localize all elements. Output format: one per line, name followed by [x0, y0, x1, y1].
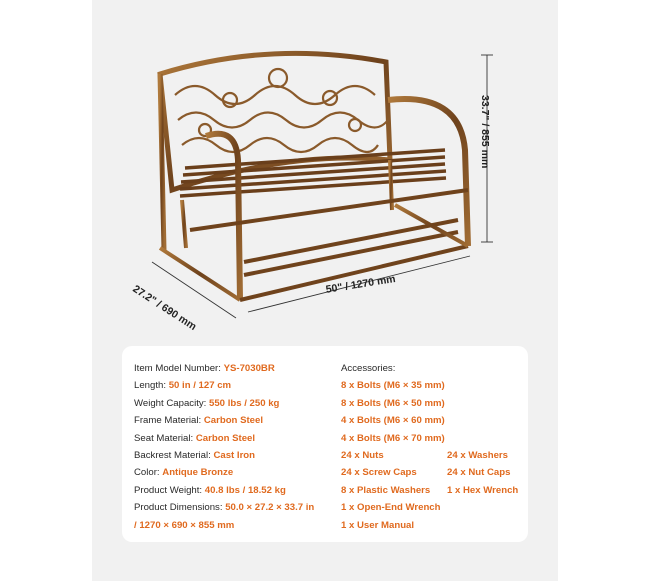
- accessory-item: 8 x Bolts (M6 × 50 mm): [341, 397, 445, 409]
- spec-row: Product Dimensions: 50.0 × 27.2 × 33.7 in: [134, 502, 315, 514]
- accessory-item: 1 x Open-End Wrench: [341, 502, 441, 514]
- accessory-item: 4 x Bolts (M6 × 70 mm): [341, 432, 445, 444]
- accessory-pair: [341, 464, 518, 481]
- depth-dimension-label: 27.2" / 690 mm: [130, 283, 199, 333]
- height-dimension-label: 33.7" / 855 mm: [479, 95, 491, 169]
- spec-row: Item Model Number: YS-7030BR: [134, 363, 275, 374]
- accessory-item: 1 x Hex Wrench: [447, 484, 519, 496]
- accessory-item: 24 x Nut Caps: [447, 467, 511, 479]
- accessory-item: 24 x Screw Caps: [341, 467, 417, 479]
- spec-card: [122, 346, 528, 542]
- accessory-pair: [341, 447, 518, 464]
- accessory-item: 1 x User Manual: [341, 519, 415, 531]
- accessories-title: Accessories:: [341, 363, 396, 374]
- accessory-item: 8 x Plastic Washers: [341, 484, 431, 496]
- spec-list: [134, 360, 314, 534]
- accessory-pair: [341, 482, 518, 499]
- spec-row: Frame Material: Carbon Steel: [134, 415, 264, 427]
- accessory-item: 24 x Washers: [447, 449, 508, 461]
- spec-row: Color: Antique Bronze: [134, 467, 234, 479]
- spec-row: Weight Capacity: 550 lbs / 250 kg: [134, 397, 280, 409]
- spec-row: / 1270 × 690 × 855 mm: [134, 519, 235, 531]
- spec-row: Product Weight: 40.8 lbs / 18.52 kg: [134, 484, 286, 496]
- spec-row: Length: 50 in / 127 cm: [134, 380, 232, 392]
- spec-row: Seat Material: Carbon Steel: [134, 432, 256, 444]
- accessory-item: 4 x Bolts (M6 × 60 mm): [341, 415, 445, 427]
- spec-row: Backrest Material: Cast Iron: [134, 449, 256, 461]
- accessory-item: 8 x Bolts (M6 × 35 mm): [341, 380, 445, 392]
- accessory-item: 24 x Nuts: [341, 449, 384, 461]
- accessories-list: [341, 360, 518, 534]
- width-dimension-label: 50" / 1270 mm: [325, 272, 397, 296]
